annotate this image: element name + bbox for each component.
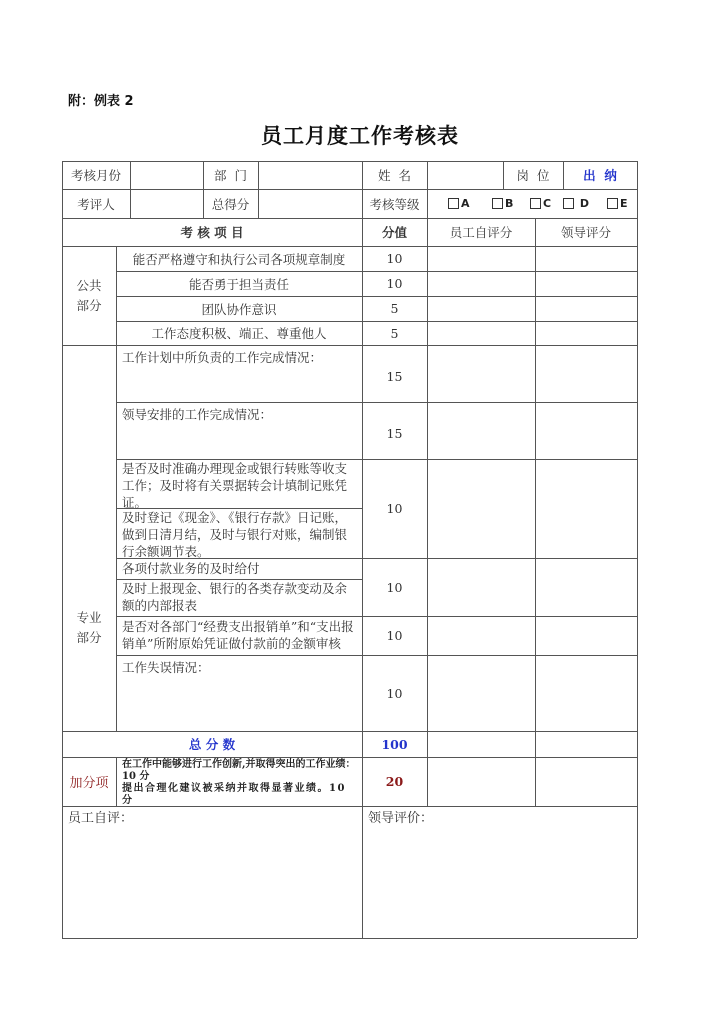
- column-header-self: 员工自评分: [449, 225, 513, 240]
- total-score: 100: [381, 736, 408, 752]
- total-score-label: 总得分: [211, 196, 250, 212]
- reviewer-label: 考评人: [77, 196, 115, 212]
- month-label: 考核月份: [70, 168, 121, 183]
- public-item-text: 能否勇于担当责任: [188, 276, 289, 292]
- grade-option-a[interactable]: A: [448, 189, 470, 218]
- public-item-score: 10: [386, 276, 403, 291]
- checkbox-icon[interactable]: [563, 198, 574, 209]
- grid-line: [637, 161, 638, 938]
- appendix-note: 附：例表 2: [68, 94, 134, 109]
- public-item-score: 5: [390, 325, 399, 341]
- public-item-text: 能否严格遵守和执行公司各项规章制度: [132, 251, 346, 267]
- public-section-label: 公共部分: [76, 277, 102, 313]
- grid-line: [62, 938, 637, 939]
- bonus-label: 加分项: [69, 776, 109, 791]
- column-header-leader: 领导评分: [560, 225, 611, 240]
- dept-label: 部 门: [214, 168, 247, 183]
- column-header-item: 考 核 项 目: [180, 225, 244, 240]
- column-header-score: 分值: [381, 225, 407, 240]
- leader-comment-area[interactable]: 领导评价：: [368, 811, 434, 826]
- total-label: 总 分 数: [188, 737, 236, 752]
- checkbox-icon[interactable]: [492, 198, 503, 209]
- name-label: 姓 名: [378, 168, 411, 183]
- self-comment-area[interactable]: 员工自评：: [68, 811, 134, 826]
- grade-option-b[interactable]: B: [492, 189, 513, 218]
- month-field[interactable]: [130, 161, 203, 189]
- checkbox-icon[interactable]: [448, 198, 459, 209]
- public-item-score: 5: [390, 301, 399, 316]
- professional-item-text: 工作计划中所负责的工作完成情况：: [122, 350, 323, 365]
- professional-item-text: 是否及时准确办理现金或银行转账等收支工作；及时将有关票据转会计填制记账凭证。: [122, 461, 348, 510]
- bonus-line-1: 在工作中能够进行工作创新,并取得突出的工作业绩：10 分: [122, 759, 356, 782]
- professional-item-text: 是否对各部门“经费支出报销单”和“支出报销单”所附原始凭证做付款前的金额审核: [122, 619, 354, 651]
- public-item-text: 工作态度积极、端正、尊重他人: [151, 326, 327, 341]
- bonus-description: [122, 759, 358, 807]
- professional-item-score: 15: [386, 426, 403, 441]
- grade-label: 考核等级: [369, 196, 420, 212]
- grade-option-c[interactable]: C: [530, 189, 551, 218]
- professional-item-score: 10: [386, 501, 403, 516]
- public-item-score: 10: [386, 251, 403, 266]
- grid-line: [116, 757, 117, 806]
- post-value[interactable]: 出 纳: [583, 168, 617, 183]
- professional-item-text: 领导安排的工作完成情况：: [122, 407, 273, 422]
- name-field[interactable]: [427, 161, 503, 189]
- self-score-column[interactable]: [428, 247, 534, 730]
- total-score-field[interactable]: [258, 189, 362, 218]
- bonus-score: 20: [385, 774, 404, 789]
- professional-item-text: 及时上报现金、银行的各类存款变动及余额的内部报表: [122, 581, 348, 613]
- checkbox-icon[interactable]: [607, 198, 618, 209]
- dept-field[interactable]: [258, 161, 362, 189]
- post-label: 岗 位: [516, 168, 550, 183]
- grade-option-d[interactable]: D: [563, 189, 589, 218]
- grade-option-e[interactable]: E: [607, 189, 628, 218]
- professional-item-score: 10: [386, 579, 403, 595]
- professional-section-label: 专业部分: [76, 610, 102, 645]
- bonus-line-2: 提出合理化建议被采纳并取得显著业绩。10 分: [122, 783, 346, 806]
- professional-item-score: 10: [386, 628, 403, 643]
- professional-item-score: 10: [386, 685, 403, 701]
- professional-item-score: 15: [386, 369, 403, 384]
- leader-score-column[interactable]: [536, 247, 636, 730]
- reviewer-field[interactable]: [130, 189, 203, 218]
- professional-item-text: 工作失误情况：: [122, 660, 210, 675]
- public-item-text: 团队协作意识: [201, 301, 277, 317]
- professional-item-text: 及时登记《现金》、《银行存款》日记账，做到日清月结，及时与银行对账，编制银行余额调节表。: [122, 510, 348, 559]
- grid-line: [62, 757, 637, 758]
- page-title: 员工月度工作考核表: [261, 123, 459, 148]
- professional-item-text: 各项付款业务的及时给付: [122, 561, 260, 576]
- checkbox-icon[interactable]: [530, 198, 541, 209]
